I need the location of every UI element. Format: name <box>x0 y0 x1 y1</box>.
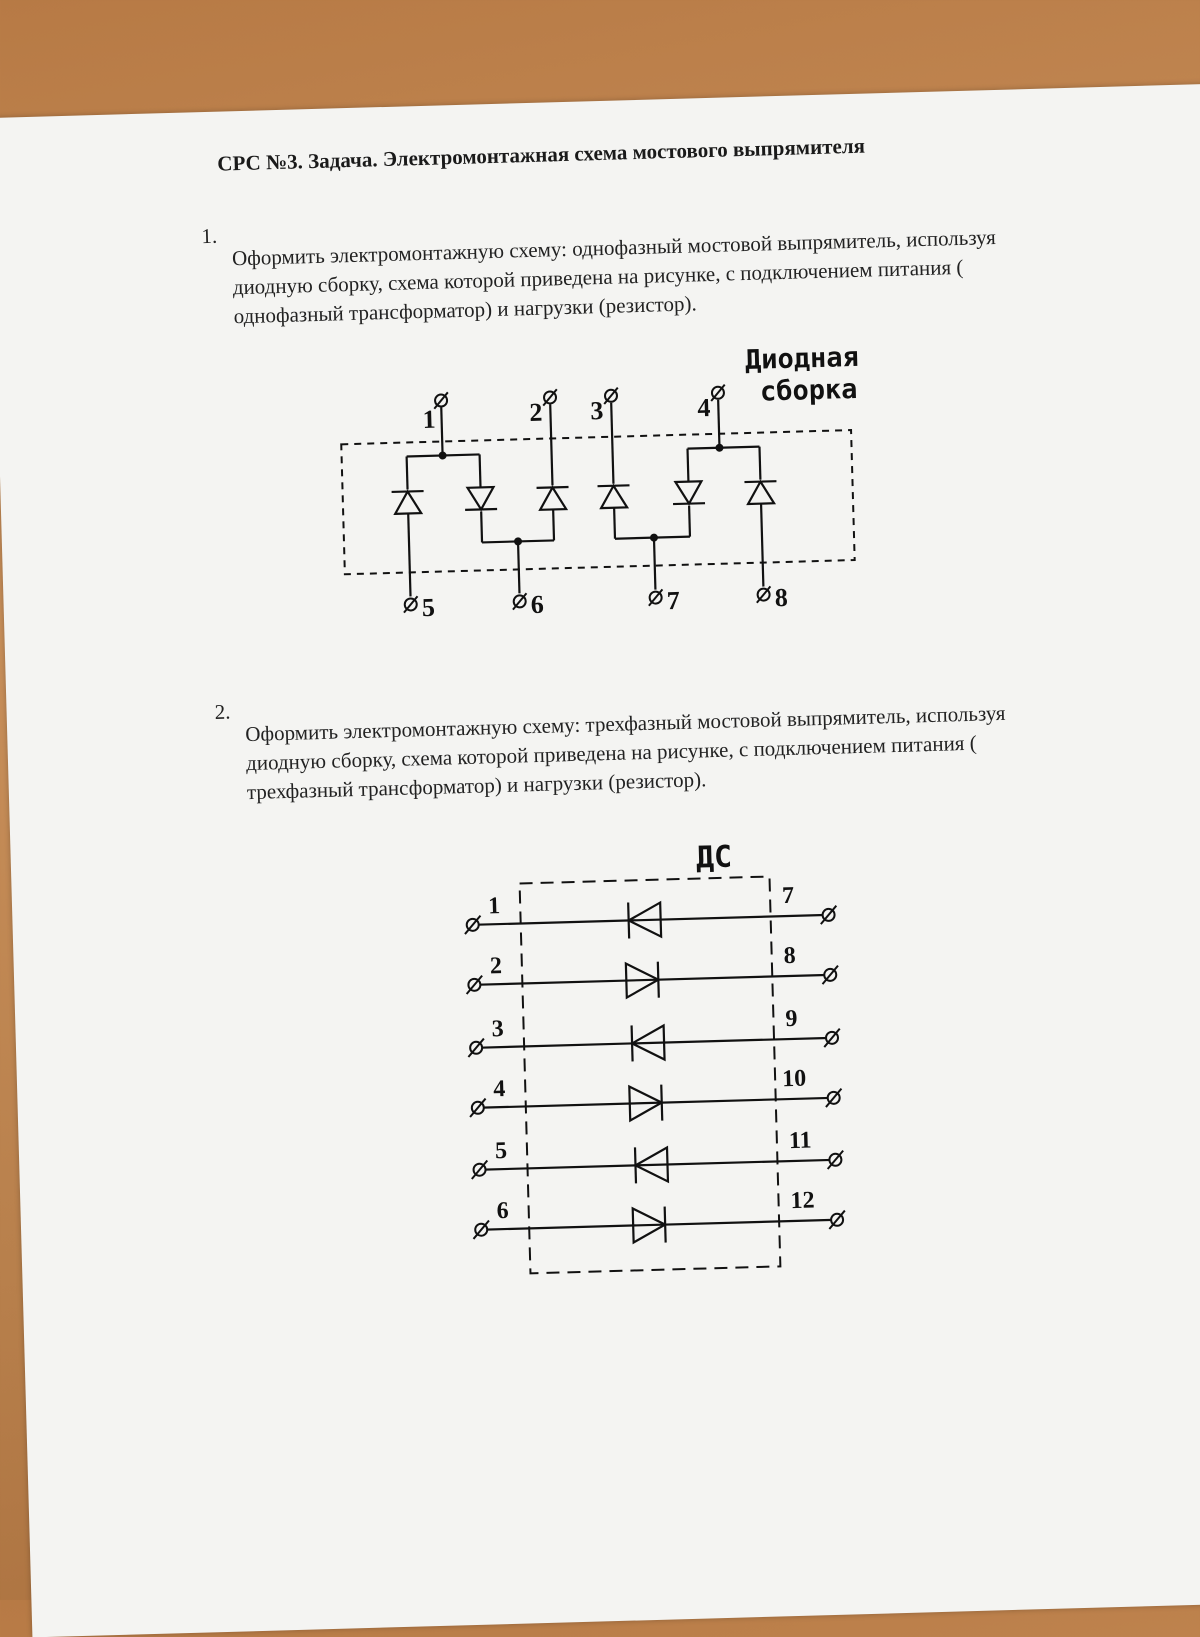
terminal-label-8: 8 <box>774 582 789 613</box>
task-2-text: Оформить электромонтажную схему: трехфазный мостовой выпрямитель, используя диодную сборку, схема которой приведена на рисунке, с подключением питания ( трехфазный трансформатор) и нагрузки (резистор). <box>244 700 1006 805</box>
diode-symbol <box>744 481 777 504</box>
diode-symbol <box>537 487 570 510</box>
terminal-label-7: 7 <box>781 882 795 910</box>
right-diode-group-wiring <box>611 399 763 591</box>
task-2-number: 2. <box>214 699 231 724</box>
terminal-label-10: 10 <box>781 1065 807 1093</box>
bottom-terminal-symbols <box>404 586 771 612</box>
top-terminal-symbols <box>434 385 725 409</box>
diode-row-2 <box>465 942 838 1003</box>
terminal-label-9: 9 <box>785 1005 798 1033</box>
terminal-label-4: 4 <box>696 393 711 423</box>
page-title: СРС №3. Задача. Электромонтажная схема мостового выпрямителя <box>217 133 866 176</box>
diode-row-4 <box>469 1065 842 1126</box>
task-1 <box>201 200 1064 353</box>
terminal-label-2: 2 <box>489 953 503 980</box>
terminal-label-4: 4 <box>492 1075 506 1103</box>
terminal-label-7: 7 <box>666 585 681 616</box>
terminal-label-2: 2 <box>529 397 543 428</box>
terminal-label-1: 1 <box>487 893 501 920</box>
diode-row-3 <box>467 1005 840 1066</box>
terminal-label-8: 8 <box>783 942 797 970</box>
task-1-text: Оформить электромонтажную схему: однофазный мостовой выпрямитель, используя диодную сборку, схема которой приведена на рисунке, с подключением питания ( однофазный трансформатор) и нагрузки (резистор). <box>231 224 997 329</box>
terminal-label-1: 1 <box>422 404 436 435</box>
diode-row-5 <box>471 1127 844 1188</box>
terminal-label-12: 12 <box>790 1187 815 1215</box>
assembly-boundary <box>341 430 854 574</box>
three-phase-diode-assembly-diagram <box>450 819 883 1291</box>
diagram-1-caption-line-2: сборка <box>759 373 858 408</box>
task-2 <box>214 676 1077 829</box>
terminal-label-5: 5 <box>421 592 436 623</box>
diode-symbol <box>392 491 425 514</box>
diode-symbol <box>465 487 498 510</box>
terminal-label-3: 3 <box>491 1016 505 1043</box>
single-phase-diode-assembly-diagram <box>327 343 895 649</box>
assembly-boundary <box>520 877 781 1274</box>
task-1-number: 1. <box>201 223 218 249</box>
diagram-2-caption: ДС <box>695 839 733 876</box>
paper-sheet <box>0 84 1200 1637</box>
terminal-label-6: 6 <box>496 1197 510 1225</box>
diode-symbol <box>672 481 705 504</box>
terminal-label-3: 3 <box>590 395 604 426</box>
terminal-label-5: 5 <box>494 1137 508 1165</box>
terminal-label-11: 11 <box>788 1127 812 1155</box>
diagram-1-caption-line-1: Диодная <box>744 341 860 377</box>
diode-symbol <box>598 485 631 508</box>
terminal-label-6: 6 <box>530 589 545 620</box>
